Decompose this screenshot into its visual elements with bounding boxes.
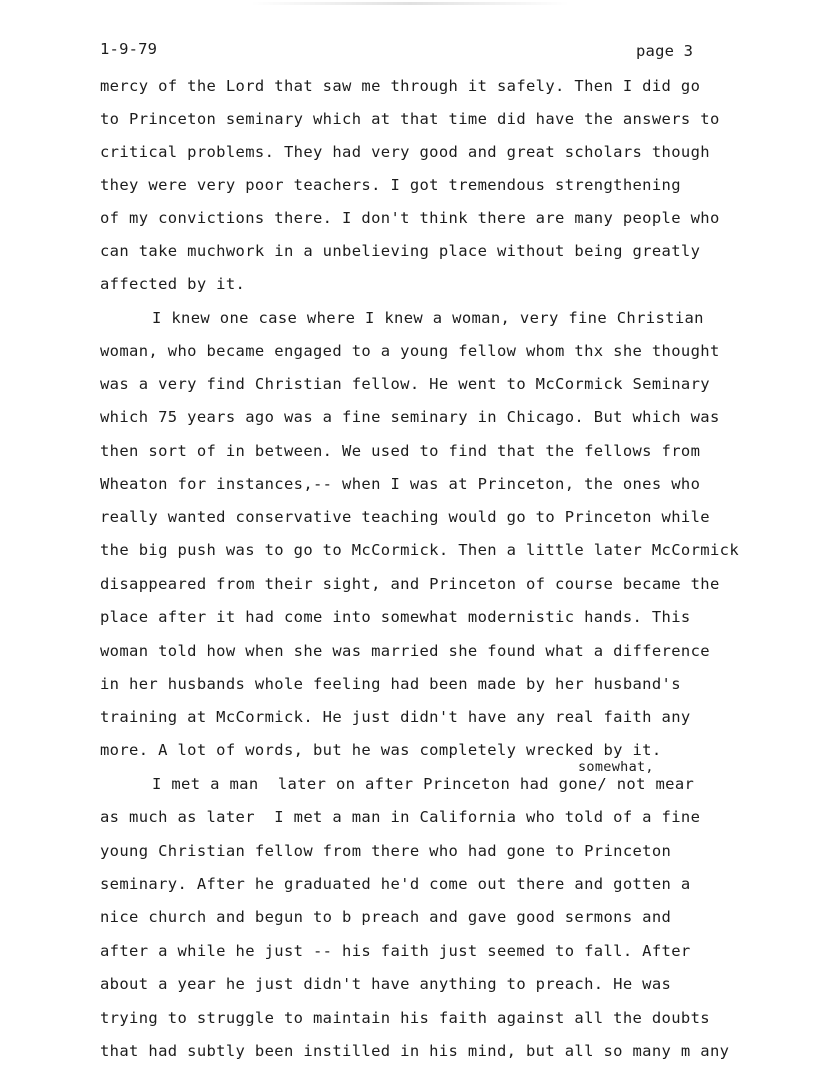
body-line: training at McCormick. He just didn't have any real faith any <box>100 708 691 726</box>
body-line: as much as later I met a man in California who told of a fine <box>100 808 701 826</box>
body-line: the big push was to go to McCormick. Then a little later McCormick <box>100 541 739 559</box>
body-line: affected by it. <box>100 275 246 293</box>
body-line: can take muchwork in a unbelieving place without being greatly <box>100 242 701 260</box>
body-line: woman, who became engaged to a young fellow whom thx she thought <box>100 342 720 360</box>
body-line: I met a man later on after Princeton had gone/ not mear <box>152 775 695 793</box>
body-line: trying to struggle to maintain his faith against all the doubts <box>100 1009 710 1027</box>
interlinear-insertion: somewhat, <box>578 759 654 775</box>
body-line: after a while he just -- his faith just seemed to fall. After <box>100 942 691 960</box>
page-date: 1-9-79 <box>100 40 158 58</box>
body-line: mercy of the Lord that saw me through it safely. Then I did go <box>100 77 701 95</box>
body-line: disappeared from their sight, and Princeton of course became the <box>100 575 720 593</box>
body-line: seminary. After he graduated he'd come out there and gotten a <box>100 875 691 893</box>
body-line: really wanted conservative teaching would go to Princeton while <box>100 508 710 526</box>
body-line: which 75 years ago was a fine seminary in Chicago. But which was <box>100 408 720 426</box>
body-line: critical problems. They had very good and great scholars though <box>100 143 710 161</box>
page-number: page 3 <box>636 42 694 60</box>
body-line: of my convictions there. I don't think there are many people who <box>100 209 720 227</box>
body-line: that had subtly been instilled in his mind, but all so many m any <box>100 1042 730 1060</box>
body-line: nice church and begun to b preach and gave good sermons and <box>100 908 672 926</box>
body-line: I knew one case where I knew a woman, very fine Christian <box>152 309 704 327</box>
scan-artifact <box>250 2 570 5</box>
body-line: woman told how when she was married she found what a difference <box>100 642 710 660</box>
body-line: was a very find Christian fellow. He went to McCormick Seminary <box>100 375 710 393</box>
body-line: they were very poor teachers. I got tremendous strengthening <box>100 176 681 194</box>
body-line: in her husbands whole feeling had been made by her husband's <box>100 675 681 693</box>
body-line: more. A lot of words, but he was completely wrecked by it. <box>100 741 662 759</box>
body-line: then sort of in between. We used to find that the fellows from <box>100 442 701 460</box>
body-line: young Christian fellow from there who had gone to Princeton <box>100 842 672 860</box>
body-line: about a year he just didn't have anything to preach. He was <box>100 975 672 993</box>
body-line: Wheaton for instances,-- when I was at Princeton, the ones who <box>100 475 701 493</box>
body-line: to Princeton seminary which at that time did have the answers to <box>100 110 720 128</box>
body-line: place after it had come into somewhat modernistic hands. This <box>100 608 691 626</box>
